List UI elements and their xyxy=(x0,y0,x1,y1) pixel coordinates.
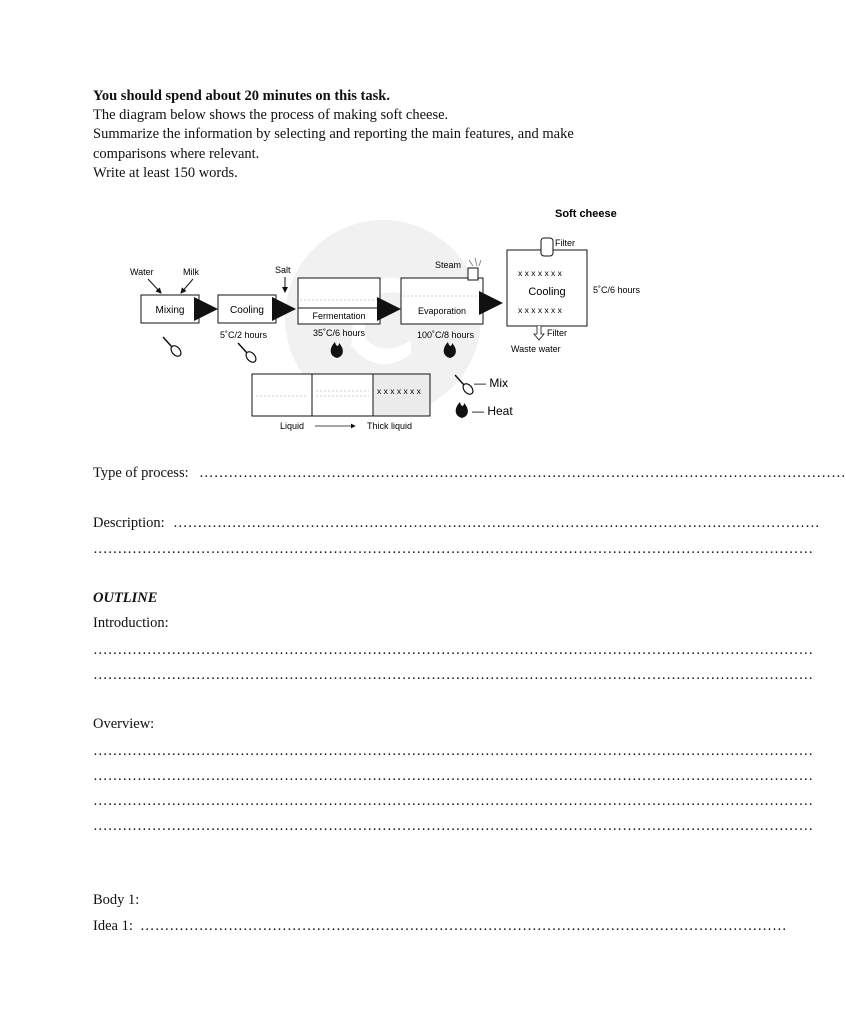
overview-answer-line[interactable]: ………………………………………………………………………………………………………………………………… xyxy=(93,768,814,784)
evaporation-label: Evaporation xyxy=(417,306,467,316)
filter-top-label: Filter xyxy=(555,238,575,248)
whisk-icon xyxy=(163,337,183,358)
curd-marks-container: x x x x x x x xyxy=(377,386,421,396)
task-line-3: comparisons where relevant. xyxy=(93,146,260,162)
overview-answer-line[interactable]: ………………………………………………………………………………………………………………………………… xyxy=(93,793,814,809)
fermentation-label: Fermentation xyxy=(312,311,366,321)
description-label: Description: xyxy=(93,515,165,531)
waste-arrow-icon xyxy=(534,326,544,340)
steam-label: Steam xyxy=(435,260,462,270)
mixing-label: Mixing xyxy=(155,305,185,316)
cooling-label-1: Cooling xyxy=(230,305,264,316)
curd-marks-top: x x x x x x x xyxy=(518,268,562,278)
introduction-answer-line[interactable]: ………………………………………………………………………………………………………………………………… xyxy=(93,667,814,683)
introduction-answer-line[interactable]: ………………………………………………………………………………………………………………………………… xyxy=(93,642,814,658)
cooling-1-conditions: 5˚C/2 hours xyxy=(220,330,268,340)
overview-answer-line[interactable]: ………………………………………………………………………………………………………………………………… xyxy=(93,743,814,759)
soft-cheese-process-diagram xyxy=(93,200,673,440)
task-line-4: Write at least 150 words. xyxy=(93,165,238,181)
salt-label: Salt xyxy=(275,265,291,275)
description-answer-line[interactable]: …………………………………………………………………………………………………………………… xyxy=(173,515,820,531)
description-answer-line[interactable]: ………………………………………………………………………………………………………………………………… xyxy=(93,541,814,557)
liquid-label: Liquid xyxy=(280,421,305,431)
top-filter xyxy=(541,238,553,256)
whisk-icon xyxy=(238,343,258,364)
soft-cheese-label: Soft cheese xyxy=(555,208,617,220)
fermentation-conditions: 35˚C/6 hours xyxy=(313,328,366,338)
type-of-process-answer-line[interactable]: …………………………………………………………………………………………………………………… xyxy=(199,465,846,481)
type-of-process-label: Type of process: xyxy=(93,465,189,481)
overview-answer-line[interactable]: ………………………………………………………………………………………………………………………………… xyxy=(93,818,814,834)
evaporation-conditions: 100˚C/8 hours xyxy=(417,330,475,340)
filter-bottom-label: Filter xyxy=(547,328,567,338)
outline-heading: OUTLINE xyxy=(93,590,158,606)
legend-flame-icon xyxy=(456,402,468,418)
milk-label: Milk xyxy=(183,267,199,277)
evaporation-tank xyxy=(401,278,483,324)
steam-vent xyxy=(468,268,478,280)
body-1-label: Body 1: xyxy=(93,892,140,908)
steam-icon xyxy=(469,258,481,266)
idea-1-answer-line[interactable]: …………………………………………………………………………………………………………………… xyxy=(140,918,787,934)
introduction-label: Introduction: xyxy=(93,615,169,631)
task-line-2: Summarize the information by selecting and reporting the main features, and make xyxy=(93,126,574,142)
overview-label: Overview: xyxy=(93,716,155,732)
task-line-1: The diagram below shows the process of making soft cheese. xyxy=(93,107,449,123)
thick-liquid-label: Thick liquid xyxy=(367,421,413,431)
legend-whisk-icon xyxy=(455,375,475,396)
legend-heat-label: — Heat xyxy=(472,404,513,418)
cooling-label-2: Cooling xyxy=(528,286,566,298)
curd-marks-bottom: x x x x x x x xyxy=(518,305,562,315)
waste-water-label: Waste water xyxy=(511,344,561,354)
task-instruction: You should spend about 20 minutes on this task. xyxy=(93,88,390,104)
idea-1-label: Idea 1: xyxy=(93,918,133,934)
cooling-2-conditions: 5˚C/6 hours xyxy=(593,285,641,295)
legend-mix-label: — Mix xyxy=(474,376,509,390)
water-label: Water xyxy=(130,267,154,277)
